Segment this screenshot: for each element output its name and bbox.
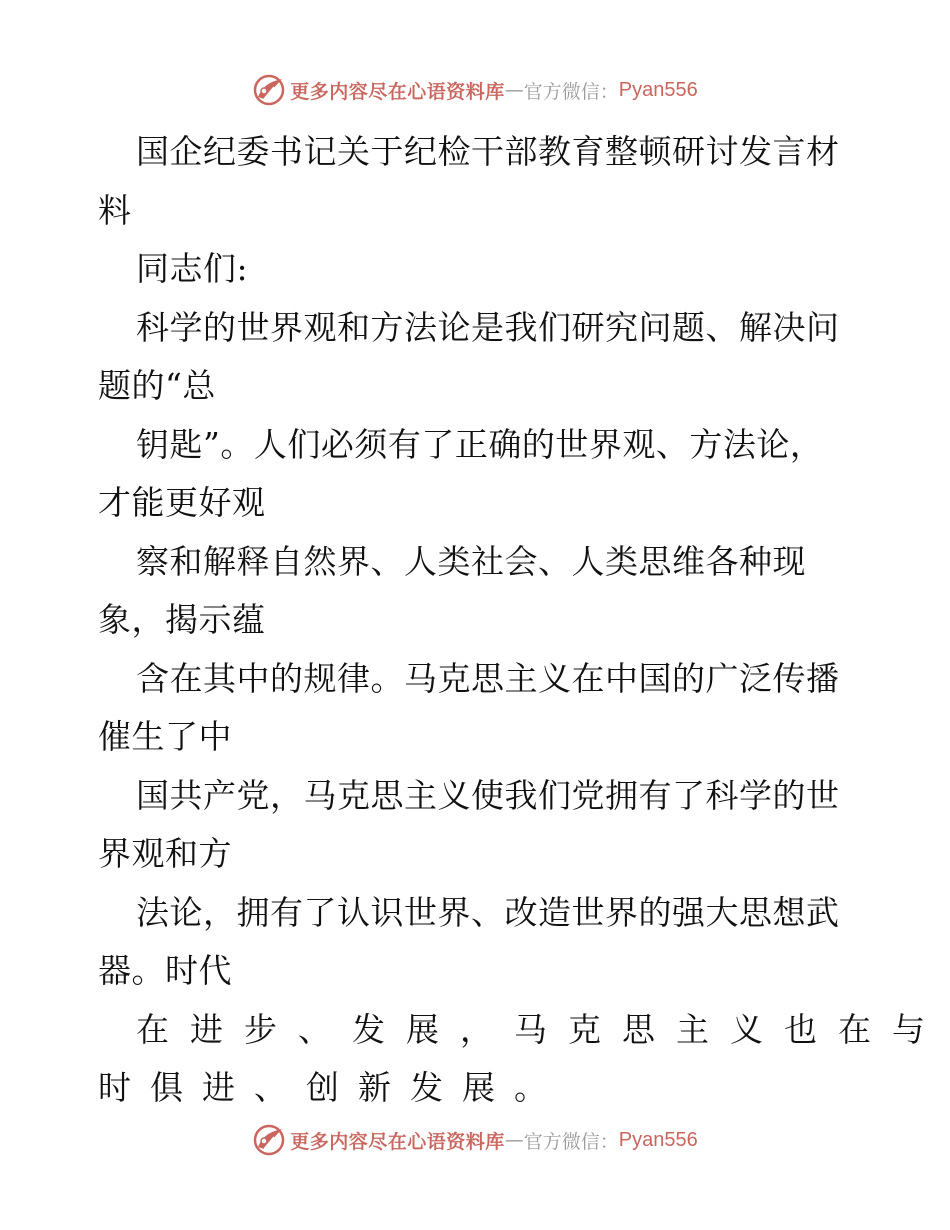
logo-icon (252, 1123, 286, 1157)
paragraph-line: 题的“总 (98, 366, 216, 405)
banner-wechat-label: 官方微信： (523, 1130, 619, 1153)
paragraph-line: 象，揭示蕴 (98, 600, 266, 639)
paragraph-line: 察和解释自然界、人类社会、人类思维各种现 (136, 541, 806, 581)
banner-brand: 更多内容尽在心语资料库 (290, 80, 505, 103)
doc-title-line-2: 料 (98, 190, 132, 230)
paragraph-line: 催生了中 (98, 717, 232, 756)
paragraph-line: 含在其中的规律。马克思主义在中国的广泛传播 (136, 658, 840, 698)
logo-icon (252, 73, 286, 107)
paragraph-line: 法论，拥有了认识世界、改造世界的强大思想武 (136, 892, 840, 932)
header-banner (0, 70, 950, 110)
paragraph-line: 国共产党，马克思主义使我们党拥有了科学的世 (136, 775, 840, 815)
paragraph-line: 在进步、发展，马克思主义也在与 (136, 1009, 946, 1049)
banner-wechat-label: 官方微信： (523, 80, 619, 103)
document-body (98, 123, 946, 1118)
paragraph-line: 钥匙”。人们必须有了正确的世界观、方法论， (136, 424, 824, 464)
paragraph-line: 器。时代 (98, 951, 232, 990)
footer-banner (0, 1120, 950, 1160)
paragraph-line: 科学的世界观和方法论是我们研究问题、解决问 (136, 307, 840, 347)
paragraph-line: 界观和方 (98, 834, 232, 873)
salutation: 同志们: (136, 249, 249, 288)
banner-brand: 更多内容尽在心语资料库 (290, 1130, 505, 1153)
paragraph-line: 时俱进、创新发展。 (98, 1068, 566, 1107)
banner-wechat-id: Pyan556 (618, 78, 698, 101)
banner-separator: — (504, 1129, 524, 1151)
doc-title-line-1: 国企纪委书记关于纪检干部教育整顿研讨发言材 (136, 132, 840, 171)
banner-separator: — (504, 79, 524, 101)
paragraph-line: 才能更好观 (98, 483, 266, 522)
banner-wechat-id: Pyan556 (618, 1128, 698, 1151)
